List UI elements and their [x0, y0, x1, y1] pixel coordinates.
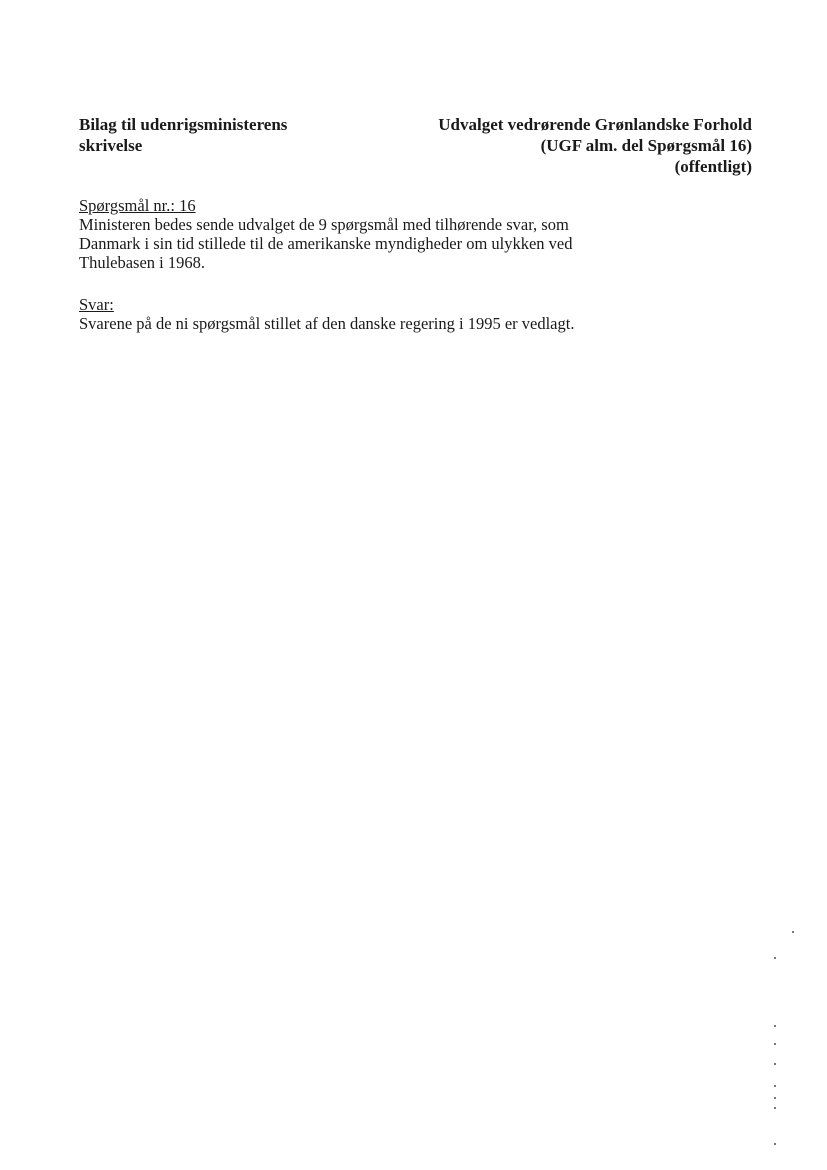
committee-reference: [352, 114, 752, 177]
scan-dot: [774, 1107, 776, 1109]
scan-artifacts: [766, 925, 806, 1155]
attachment-label-line-2: skrivelse: [79, 136, 143, 155]
scan-dot: [774, 1025, 776, 1027]
attachment-label: [79, 114, 379, 156]
scan-dot: [774, 1063, 776, 1065]
question-section: [79, 196, 639, 272]
question-heading: Spørgsmål nr.: 16: [79, 196, 196, 215]
scan-dot: [774, 1043, 776, 1045]
scan-dot: [792, 931, 794, 933]
question-text-line-1: Ministeren bedes sende udvalget de 9 spørgsmål med tilhørende svar, som: [79, 215, 569, 234]
question-text-line-2: Danmark i sin tid stillede til de amerikanske myndigheder om ulykken ved: [79, 234, 573, 253]
answer-text-line-1: Svarene på de ni spørgsmål stillet af den danske regering i 1995 er vedlagt.: [79, 314, 575, 333]
answer-section: [79, 295, 679, 333]
scan-dot: [774, 957, 776, 959]
scan-dot: [774, 1097, 776, 1099]
attachment-label-line-1: Bilag til udenrigsministerens: [79, 115, 288, 134]
committee-name: Udvalget vedrørende Grønlandske Forhold: [438, 115, 752, 134]
public-status: (offentligt): [674, 157, 752, 176]
question-text-line-3: Thulebasen i 1968.: [79, 253, 206, 272]
answer-heading: Svar:: [79, 295, 114, 314]
scan-dot: [774, 1143, 776, 1145]
question-reference: (UGF alm. del Spørgsmål 16): [540, 136, 752, 155]
scan-dot: [774, 1085, 776, 1087]
